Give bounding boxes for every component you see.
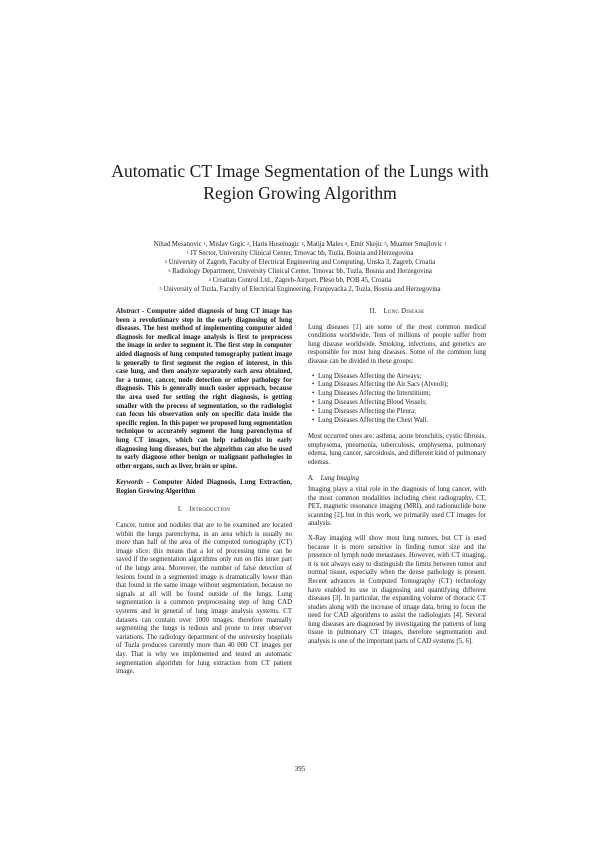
list-item: • Lung Diseases Affecting Blood Vessels;: [312, 399, 486, 408]
page-number: 395: [294, 765, 306, 773]
lung-imaging-paragraph-2: X-Ray imaging will show most lung tumors, but CT is used because it is more sensitive in finding tumor size and the presence of lymph node metastases. However, with CT imaging, it is not always easy to distinguish the limits between tumor and normal tissue, especially when the dense pathology is present. Recent advances in Computed Tomography (CT) technology have enabled its use in diagnosing and quantifying different diseases [3]. In particular, the expanding volume of thoracic CT studies along with the increase of image data, bring to focus the need for CAD algorithms to assist the radiologists [4]. Several lung diseases are diagnosed by investigating the patterns of lung tissue in pulmonary CT images, therefore segmentation and analysis is one of the important parts of CAD systems [5, 6].: [308, 534, 486, 646]
lung-imaging-paragraph-1: Imaging plays a vital role in the diagnosis of lung cancer, with the most common modalities including chest radiography, CT, PET, magnetic resonance imaging (MRI), and radionuclide bone scanning [2], but in this work, we primarily used CT images for analysis.: [308, 485, 486, 528]
abstract: [116, 308, 292, 471]
paper-title: [60, 160, 540, 204]
author-name: Matija Males: [306, 241, 343, 248]
author-sup: 2: [246, 241, 250, 246]
list-item: • Lung Diseases Affecting the Interstitium;: [312, 390, 486, 399]
affiliation-sup: 4: [208, 277, 211, 282]
author-sup: 5: [384, 241, 387, 246]
affiliation-sup: 1: [186, 250, 189, 255]
affiliation-sup: 3: [168, 268, 171, 273]
abstract-text: - Computer aided diagnosis of lung CT image has been a revolutionary step in the early diagnosing of lung diseases. The best method of implementing computer aided diagnosis for medical image analysis is first to preprocess the image in order to segment it. The first step in computer aided diagnosis of lung computed tomography patient image is generally to first segment the region of interest, in this case lung, and then analyze separately each area obtained, for a tumor, cancer, node detection or other pathology for diagnosis. This is generally much easier approach, because the area used for setting the right diagnosis, is getting smaller with the process of segmentation, so the radiologist can focus his observation only on specific data inside the specific region. In this paper we proposed lung segmentation technique to accurately segment the lung parenchyma of lung CT images, which can help radiologist in early diagnosing lung diseases, but the algorithm can also be used to early diagnose other benign or malignant pathologies in other organs, such as liver, brain or spine.: [116, 308, 292, 470]
author-block: [60, 240, 540, 294]
keywords-text: - Computer Aided Diagnosis, Lung Extraction, Region Growing Algorithm: [116, 479, 292, 495]
author-name: Muamer Smajlovic: [390, 241, 443, 248]
affiliation: [60, 249, 540, 258]
affiliation: [60, 267, 540, 276]
lung-disease-list: [312, 373, 486, 426]
keywords: [116, 479, 292, 496]
list-item: • Lung Diseases Affecting the Pleura;: [312, 408, 486, 417]
author-sup: 1: [203, 241, 206, 246]
section-heading-lung-disease: II. Lung Disease: [369, 308, 425, 315]
lung-disease-paragraph-1: Lung diseases [1] are some of the most common medical conditions worldwide. Tens of millions of people suffer from lung disease worldwide. Smoking, infections, and genetics are responsible for most lung diseases. Some of the common lung disease can be divided in these groups:: [308, 323, 486, 365]
list-item: • Lung Diseases Affecting the Airways;: [312, 373, 486, 382]
affiliation: [60, 285, 540, 294]
author-name: Haris Huseinagic: [252, 241, 300, 248]
author-name: Emir Skejic: [350, 241, 383, 248]
author-sup: 1: [444, 241, 447, 246]
affiliation: [60, 276, 540, 285]
author-sup: 3: [301, 241, 304, 246]
right-column: [308, 308, 486, 653]
left-column: [116, 308, 292, 683]
title-line-2: Region Growing Algorithm: [203, 183, 397, 203]
lung-disease-paragraph-2: Most occurred ones are: asthma, acute bronchitis, cystic fibrosis, emphysema, pneumonia, tuberculosis, emphysema, pulmonary edema, lung cancer, sarcoidosis, and different kind of pulmonary edemas.: [308, 433, 486, 466]
affiliation-text: IT Sector, University Clinical Center, Trnovac bb, Tuzla, Bosnia and Herzegovina: [190, 250, 414, 257]
abstract-label: Abstract: [116, 308, 140, 315]
affiliation-text: University of Zagreb, Faculty of Electrical Engineering and Computing, Unska 3, Zagreb, Croatia: [168, 259, 436, 266]
title-line-1: Automatic CT Image Segmentation of the Lungs with: [111, 161, 489, 181]
author-name: Mislav Grgic: [209, 241, 246, 248]
author-name: Nihad Mesanovic: [153, 241, 202, 248]
introduction-paragraph: Cancer, tumor and nodules that are to be examined are located within the lungs parenchyma, in an area which is usually no more than half of the area of the computed tomography (CT) image slice: this means that a lot of processing time can be saved if the segmentation algorithms only run on this inner part of the lungs area. Moreover, the number of false detection of lesions found in a segmented image is dramatically lower than that found in the same image without segmentation, because no signals at all will be found outside of the lungs. Lung segmentation is a common preprocessing step of lung CAD systems and in general of lung image analysis systems. CT datasets can contain over 1000 images, therefore manually segmenting the lungs is tedious and prone to inter observer variations. The radiology department of the university hospitals of Tuzla produces currently more than 40 000 CT images per day. That is why we implemented and tested an automatic segmentation algorithm for lung extraction from CT patient image.: [116, 522, 292, 676]
author-list: Nihad Mesanovic $^1$, Mislav Grgic $^2$, Haris Huseinagic $^3$, Matija Males $^4$, Emir Skejic $^5$, Muamer Smajlovic $^1$: [153, 241, 447, 248]
affiliation-sup: 5: [159, 286, 162, 291]
affiliation: [60, 258, 540, 267]
list-item: • Lung Diseases Affecting the Air Sacs (Alveoli);: [312, 381, 486, 390]
subsection-heading-lung-imaging: A. Lung Imaging: [308, 475, 359, 483]
affiliation-text: University of Tuzla, Faculty of Electrical Engineering, Franjevacka 2, Tuzla, Bosnia and Herzegovina: [163, 286, 441, 293]
section-heading-introduction: I. Introduction: [177, 506, 231, 514]
keywords-label: Keywords: [116, 479, 144, 487]
affiliation-text: Radiology Department, University Clinical Center, Trnovac bb, Tuzla, Bosnia and Herzegovina: [172, 268, 432, 275]
list-item: • Lung Diseases Affecting the Chest Wall.: [312, 417, 486, 426]
author-sup: 4: [344, 241, 347, 246]
affiliation-sup: 2: [164, 259, 168, 264]
affiliation-text: Croatian Control Ltd., Zagreb-Airport, Pleso bb, POB 45, Croatia: [212, 277, 392, 284]
